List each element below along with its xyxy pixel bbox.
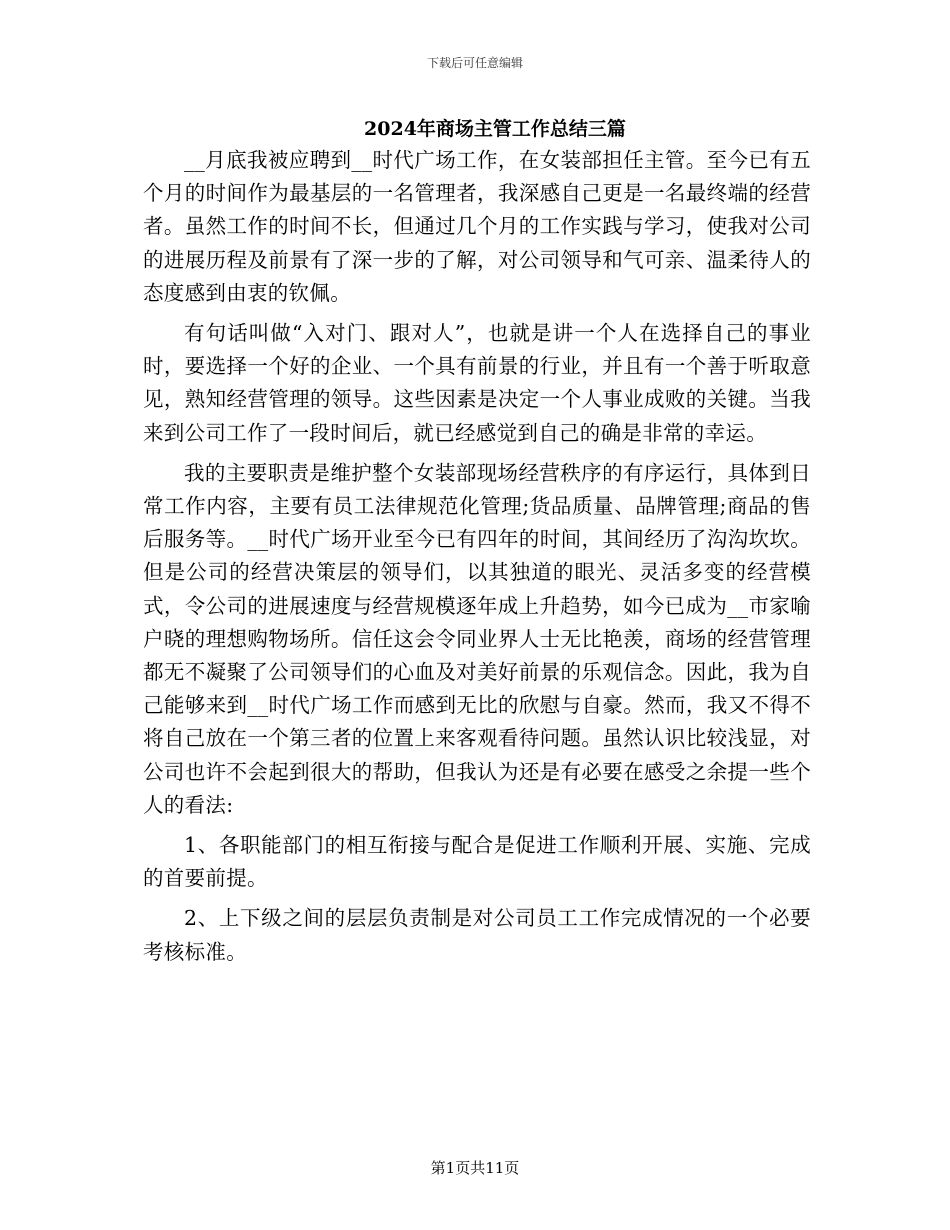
paragraph: __月底我被应聘到__时代广场工作，在女装部担任主管。至今已有五个月的时间作为最基层的一名管理者，我深感自己更是一名最终端的经营者。虽然工作的时间不长，但通过几个月的工作实践与学习，使我对公司的进展历程及前景有了深一步的了解，对公司领导和气可亲、温柔待人的态度感到由衷的钦佩。	[143, 148, 811, 305]
numbered-paragraph: 2、上下级之间的层层负责制是对公司员工工作完成情况的一个必要考核标准。	[143, 906, 811, 964]
paragraph: 有句话叫做“入对门、跟对人”，也就是讲一个人在选择自己的事业时，要选择一个好的企业、一个具有前景的行业，并且有一个善于听取意见，熟知经营管理的领导。这些因素是决定一个人事业成败的关键。当我来到公司工作了一段时间后，就已经感觉到自己的确是非常的幸运。	[143, 321, 811, 445]
page-number: 第1页共11页	[430, 1159, 520, 1177]
paragraph: 我的主要职责是维护整个女装部现场经营秩序的有序运行，具体到日常工作内容，主要有员工法律规范化管理;货品质量、品牌管理;商品的售后服务等。__时代广场开业至今已有四年的时间，其间经历了沟沟坎坎。但是公司的经营决策层的领导们，以其独道的眼光、灵活多变的经营模式，令公司的进展速度与经营规模逐年成上升趋势，如今已成为__市家喻户晓的理想购物场所。信任这会令同业界人士无比艳羡，商场的经营管理都无不凝聚了公司领导们的心血及对美好前景的乐观信念。因此，我为自己能够来到__时代广场工作而感到无比的欣慰与自豪。然而，我又不得不将自己放在一个第三者的位置上来客观看待问题。虽然认识比较浅显，对公司也许不会起到很大的帮助，但我认为还是有必要在感受之余提一些个人的看法:	[143, 460, 811, 817]
numbered-paragraph: 1、各职能部门的相互衔接与配合是促进工作顺利开展、实施、完成的首要前提。	[143, 833, 811, 891]
document-body	[143, 144, 811, 969]
header-note: 下载后可任意编辑	[426, 56, 523, 70]
document-title: 2024年商场主管工作总结三篇	[364, 118, 626, 140]
